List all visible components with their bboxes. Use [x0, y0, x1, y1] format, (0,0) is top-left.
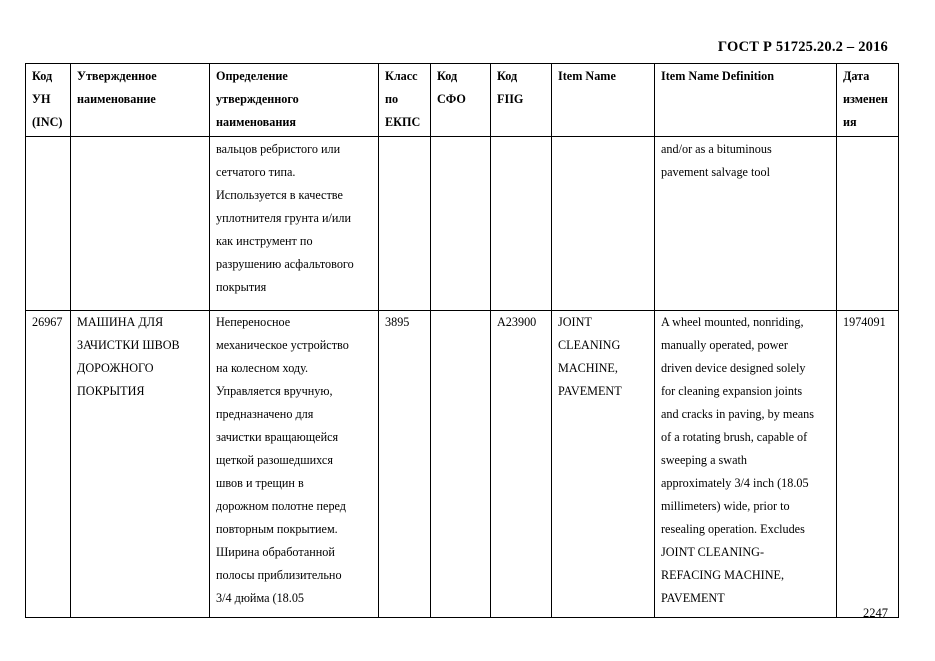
- cell-inc: [26, 137, 71, 311]
- header-definition: Определение утвержденного наименования: [210, 64, 379, 137]
- cell-inc: 26967: [26, 311, 71, 618]
- header-item-name: Item Name: [552, 64, 655, 137]
- cell-class-ekps: 3895: [379, 311, 431, 618]
- cell-approved-name: [71, 137, 210, 311]
- cell-change-date: 1974091: [837, 311, 899, 618]
- header-code-fiig: Код FIIG: [491, 64, 552, 137]
- cell-code-sfo: [431, 137, 491, 311]
- table-row: [26, 311, 899, 618]
- cell-code-fiig: [491, 137, 552, 311]
- page-number: 2247: [863, 606, 888, 620]
- table-row-continuation: [26, 137, 899, 311]
- item-table: [25, 63, 899, 618]
- header-inc: Код УН (INC): [26, 64, 71, 137]
- cell-definition-ru: Непереносное механическое устройство на колесном ходу. Управляется вручную, предназначено для зачистки вращающейся щеткой разошедшихся швов и трещин в дорожном полотне перед повторным покрытием. Ширина обработанной полосы приблизительно 3/4 дюйма (18.05: [210, 311, 379, 618]
- cell-class-ekps: [379, 137, 431, 311]
- cell-item-name: [552, 137, 655, 311]
- header-approved-name: Утвержденное наименование: [71, 64, 210, 137]
- cell-change-date: [837, 137, 899, 311]
- document-header: ГОСТ Р 51725.20.2 – 2016: [717, 39, 888, 55]
- cell-item-name: JOINT CLEANING MACHINE, PAVEMENT: [552, 311, 655, 618]
- cell-item-name-definition: and/or as a bituminous pavement salvage tool: [655, 137, 837, 311]
- table-header-row: [26, 64, 899, 137]
- header-change-date: Дата изменен ия: [837, 64, 899, 137]
- header-class-ekps: Класс по ЕКПС: [379, 64, 431, 137]
- header-code-sfo: Код СФО: [431, 64, 491, 137]
- cell-item-name-definition: A wheel mounted, nonriding, manually operated, power driven device designed solely for cleaning expansion joints and cracks in paving, by means of a rotating brush, capable of sweeping a swath approximately 3/4 inch (18.05 millimeters) wide, prior to resealing operation. Excludes JOINT CLEANING- REFACING MACHINE, PAVEMENT: [655, 311, 837, 618]
- cell-definition-ru: вальцов ребристого или сетчатого типа. Используется в качестве уплотнителя грунта и/или как инструмент по разрушению асфальтового покрытия: [210, 137, 379, 311]
- cell-approved-name: МАШИНА ДЛЯ ЗАЧИСТКИ ШВОВ ДОРОЖНОГО ПОКРЫТИЯ: [71, 311, 210, 618]
- cell-code-fiig: A23900: [491, 311, 552, 618]
- header-item-name-definition: Item Name Definition: [655, 64, 837, 137]
- cell-code-sfo: [431, 311, 491, 618]
